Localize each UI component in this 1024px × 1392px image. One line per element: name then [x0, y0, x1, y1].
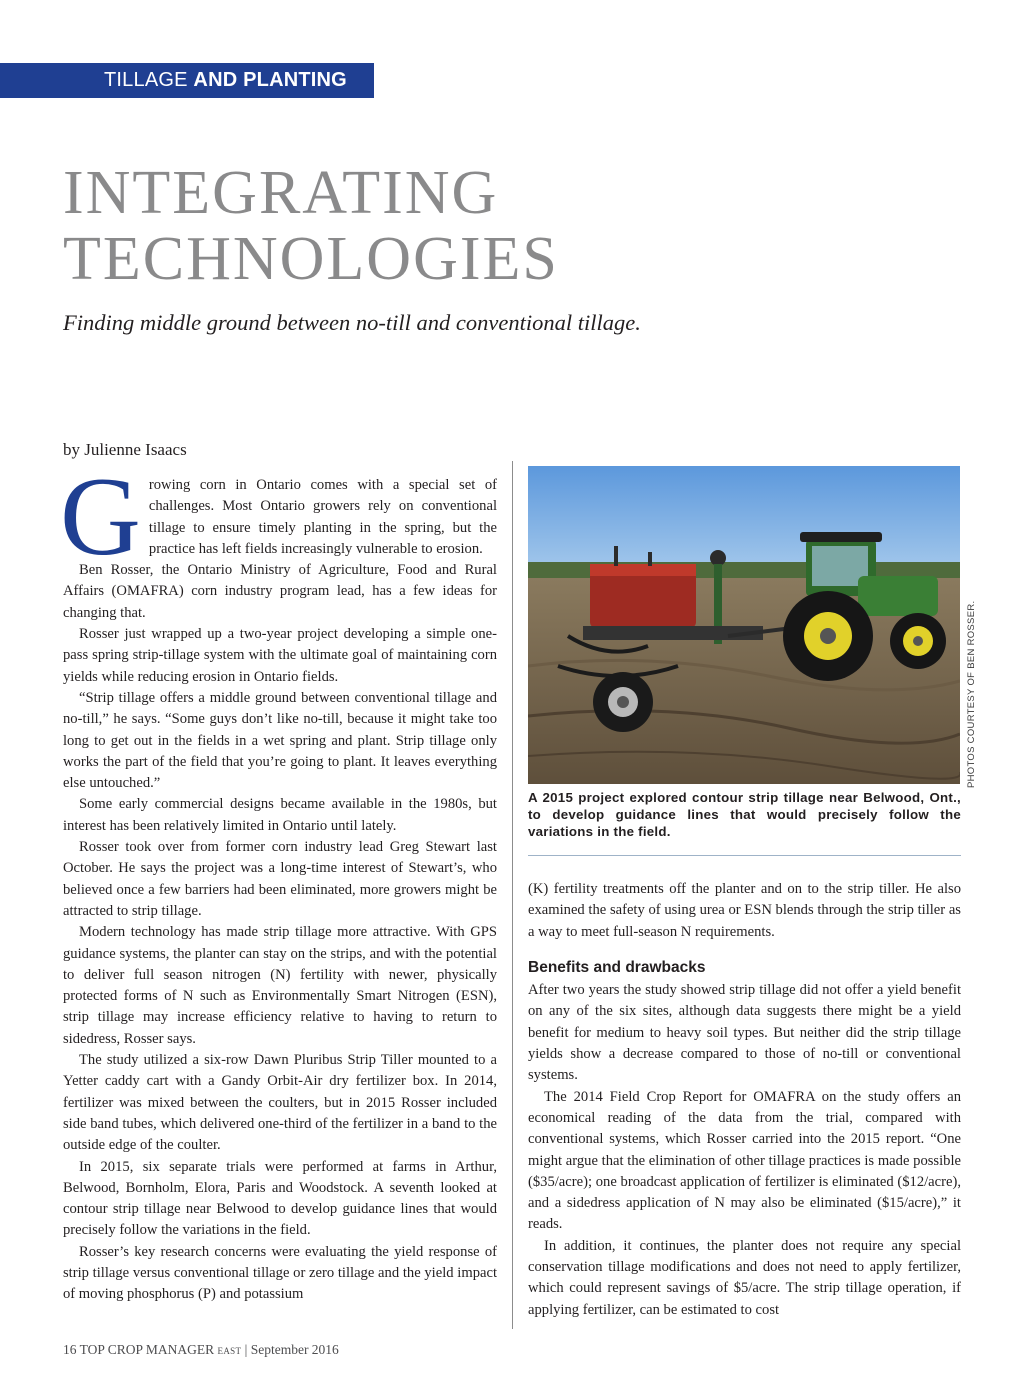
paragraph: rowing corn in Ontario comes with a special set of challenges. Most Ontario growers rely on conventional tillage to ensure timely planting in the spring, but the practice has left fields increasingly vulnerable to erosion.	[148, 477, 497, 557]
issue-date: September 2016	[250, 1342, 339, 1357]
caption-divider	[528, 855, 961, 856]
paragraph: Modern technology has made strip tillage more attractive. With GPS guidance systems, the planter can stay on the strips, and with the potential to deliver full season nitrogen (N) fertility with newer, physically protected forms of N such as Environmentally Smart Nitrogen (ESN), strip tillage may increase efficiency relative to having to return to sidedress, Rosser says.	[63, 924, 497, 1047]
article-title	[63, 160, 559, 292]
section-tag-light: TILLAGE	[104, 69, 188, 91]
paragraph: (K) fertility treatments off the planter and on to the strip tiller. He also examined the safety of using urea or ESN blends through the strip tiller as a way to meet full-season N requirements.	[528, 881, 961, 940]
section-tag-bold: AND PLANTING	[193, 69, 347, 91]
column-left	[60, 455, 497, 1306]
page-number: 16	[63, 1342, 77, 1357]
article-title-line-1: INTEGRATING	[63, 159, 499, 227]
photo-caption: A 2015 project explored contour strip tillage near Belwood, Ont., to develop guidance lines that would precisely follow the variations in the field.	[528, 790, 961, 839]
column-divider	[512, 461, 513, 1329]
paragraph: Rosser’s key research concerns were evaluating the yield response of strip tillage versus conventional tillage or zero tillage and the yield impact of moving phosphorus (P) and potassium	[63, 1243, 497, 1303]
paragraph: Ben Rosser, the Ontario Ministry of Agriculture, Food and Rural Affairs (OMAFRA) corn industry program lead, has a few ideas for changing that.	[63, 562, 497, 621]
paragraph: In 2015, six separate trials were performed at farms in Arthur, Belwood, Bornholm, Elora, Paris and Woodstock. A seventh looked at contour strip tillage near Belwood to develop guidance lines that would precisely follow the variations in the field.	[63, 1158, 497, 1239]
paragraph: Rosser took over from former corn industry lead Greg Stewart last October. He says the project was a long-time interest of Stewart’s, who believed once a few barriers had been eliminated, more growers might be attracted to strip tillage.	[63, 839, 497, 919]
paragraph: In addition, it continues, the planter does not require any special conservation tillage modifications and does not need to apply fertilizer, which could represent savings of $5/acre. The strip tillage operation, if applying fertilizer, can be estimated to cost	[528, 1237, 961, 1318]
paragraph: Some early commercial designs became available in the 1980s, but interest has been relatively limited in Ontario until lately.	[63, 796, 497, 834]
paragraph: After two years the study showed strip tillage did not offer a yield benefit on any of the six sites, although data suggests there might be a yield benefit for medium to heavy soil types. But neither did the strip tillage yields show a decrease compared to those of no-till or conventional systems.	[528, 982, 961, 1084]
section-tag	[0, 63, 374, 98]
paragraph: The study utilized a six-row Dawn Pluribus Strip Tiller mounted to a Yetter caddy cart with a Gandy Orbit-Air dry fertilizer box. In 2014, fertilizer was mixed between the coulters, but in 2015 Rosser included side band tubes, which delivered one-third of the fertilizer in a band to the outside edge of the coulter.	[63, 1052, 497, 1154]
subhead: Benefits and drawbacks	[528, 958, 706, 976]
photo-credit: PHOTOS COURTESY OF BEN ROSSER.	[966, 600, 977, 788]
page-footer	[63, 1342, 339, 1358]
column-right	[528, 879, 961, 1321]
tractor-photo	[528, 466, 960, 784]
publication-name: TOP CROP MANAGER	[79, 1342, 215, 1357]
dropcap: G	[60, 455, 141, 579]
byline: by Julienne Isaacs	[63, 440, 187, 459]
article-title-line-2: TECHNOLOGIES	[63, 225, 559, 293]
paragraph: The 2014 Field Crop Report for OMAFRA on the study offers an economical reading of the data from the trial, compared with conventional systems, which Rosser carried into the 2015 report. “One might argue that the elimination of other tillage practices is made possible ($35/acre); one broadcast application of fertilizer is eliminated ($12/acre), and a sidedress application of N may also be eliminated ($15/acre),” it reads.	[528, 1088, 961, 1233]
article-dek: Finding middle ground between no-till and conventional tillage.	[63, 310, 641, 335]
publication-edition: EAST	[217, 1346, 242, 1356]
paragraph: “Strip tillage offers a middle ground between conventional tillage and no-till,” he says. “Some guys don’t like no-till, because it might take too long to get out in the fields in a wet spring and plant. Strip tillage only works the part of the field that you’re going to plant. It leaves everything else untouched.”	[63, 689, 497, 792]
paragraph: Rosser just wrapped up a two-year project developing a simple one-pass spring strip-tillage system with the ultimate goal of maintaining corn yields while reducing erosion in Ontario fields.	[63, 626, 497, 685]
footer-separator: |	[244, 1342, 248, 1357]
